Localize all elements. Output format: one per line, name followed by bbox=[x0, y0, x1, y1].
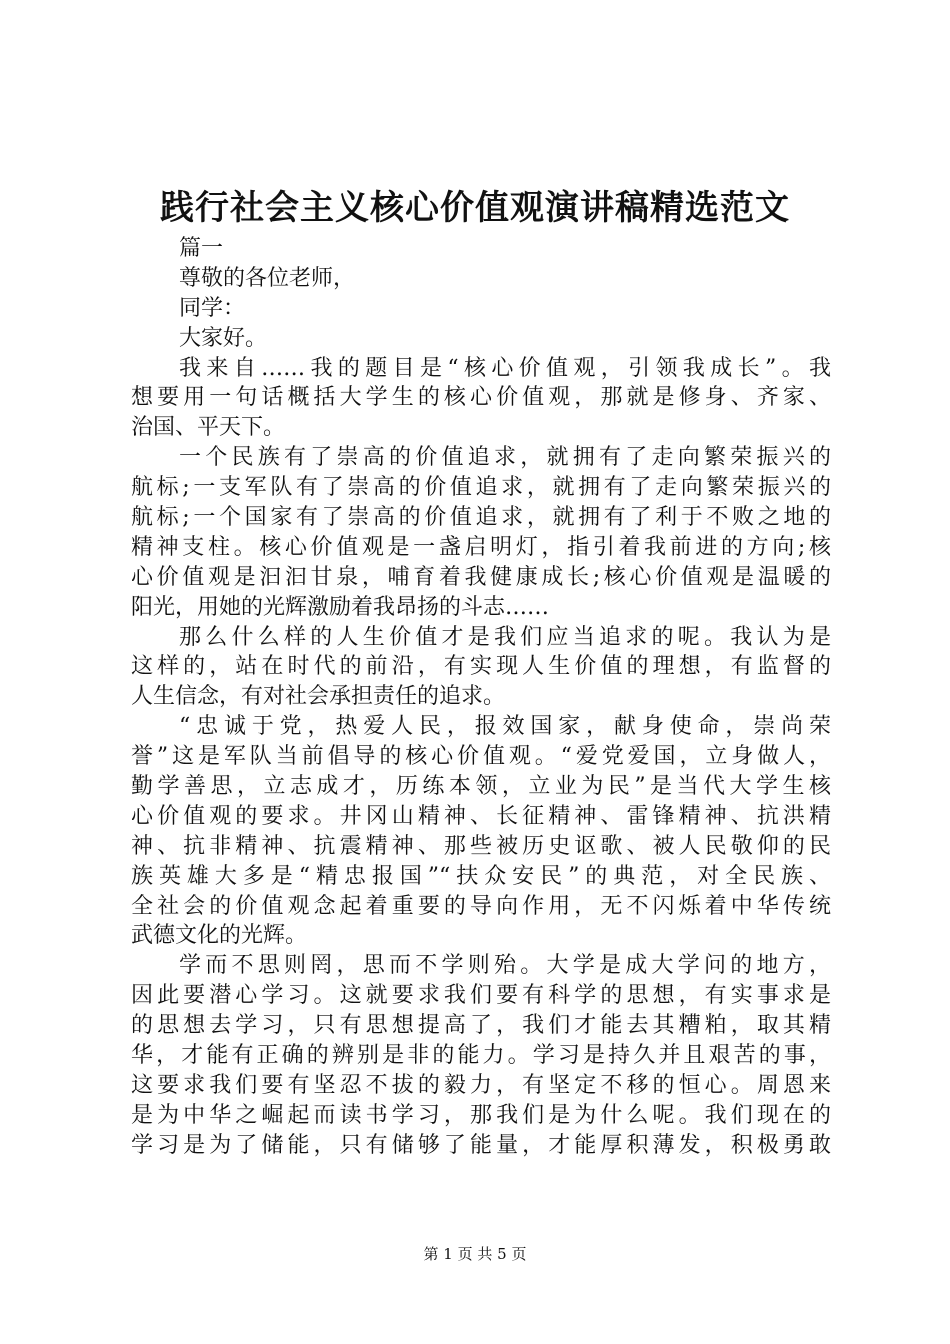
paragraph-line: 人生信念，有对社会承担责任的追求。 bbox=[131, 684, 506, 710]
paragraph-line: 誉”这是军队当前倡导的核心价值观。“爱党爱国，立身做人， bbox=[131, 744, 831, 770]
paragraph-line: 心价值观的要求。井冈山精神、长征精神、雷锋精神、抗洪精 bbox=[131, 803, 831, 829]
document-title: 践行社会主义核心价值观演讲稿精选范文 bbox=[160, 188, 790, 228]
paragraph-line: 航标;一支军队有了崇高的价值追求，就拥有了走向繁荣振兴的 bbox=[131, 475, 831, 501]
paragraph-line: 学习是为了储能，只有储够了能量，才能厚积薄发，积极勇敢 bbox=[131, 1132, 831, 1158]
paragraph-line: 想要用一句话概括大学生的核心价值观，那就是修身、齐家、 bbox=[131, 385, 831, 411]
paragraph-line: 这要求我们要有坚忍不拔的毅力，有坚定不移的恒心。周恩来 bbox=[131, 1072, 831, 1098]
section-heading: 篇一 bbox=[179, 236, 224, 261]
page-number-footer: 第 1 页 共 5 页 bbox=[423, 1245, 527, 1263]
paragraph-line: 精神支柱。核心价值观是一盏启明灯，指引着我前进的方向;核 bbox=[131, 534, 831, 560]
paragraph-line: 神、抗非精神、抗震精神、那些被历史讴歌、被人民敬仰的民 bbox=[131, 833, 831, 859]
paragraph-line: 勤学善思，立志成才，历练本领，立业为民”是当代大学生核 bbox=[131, 774, 831, 800]
paragraph-line: 的思想去学习，只有思想提高了，我们才能去其糟粕，取其精 bbox=[131, 1013, 831, 1039]
paragraph-line: 族英雄大多是“精忠报国”“扶众安民”的典范，对全民族、 bbox=[131, 863, 831, 889]
document-body bbox=[131, 234, 831, 1161]
paragraph-line: “忠诚于党，热爱人民，报效国家，献身使命，崇尚荣 bbox=[179, 714, 831, 740]
salutation-line: 尊敬的各位老师， bbox=[179, 265, 356, 291]
paragraph-line: 这样的，站在时代的前沿，有实现人生价值的理想，有监督的 bbox=[131, 654, 831, 680]
greeting-line: 大家好。 bbox=[179, 325, 268, 351]
paragraph-line: 武德文化的光辉。 bbox=[131, 923, 308, 949]
paragraph-line: 一个民族有了崇高的价值追求，就拥有了走向繁荣振兴的 bbox=[179, 445, 831, 471]
paragraph-line: 那么什么样的人生价值才是我们应当追求的呢。我认为是 bbox=[179, 624, 831, 650]
paragraph-line: 心价值观是汩汩甘泉，哺育着我健康成长;核心价值观是温暖的 bbox=[131, 564, 831, 590]
paragraph-line: 航标;一个国家有了崇高的价值追求，就拥有了利于不败之地的 bbox=[131, 505, 831, 531]
salutation-line: 同学： bbox=[179, 295, 246, 321]
paragraph-line: 因此要潜心学习。这就要求我们要有科学的思想，有实事求是 bbox=[131, 983, 831, 1009]
paragraph-line: 是为中华之崛起而读书学习，那我们是为什么呢。我们现在的 bbox=[131, 1102, 831, 1128]
paragraph-line: 华，才能有正确的辨别是非的能力。学习是持久并且艰苦的事， bbox=[131, 1043, 831, 1069]
paragraph-line: 阳光，用她的光辉激励着我昂扬的斗志…… bbox=[131, 594, 550, 620]
paragraph-line: 全社会的价值观念起着重要的导向作用，无不闪烁着中华传统 bbox=[131, 893, 831, 919]
paragraph-line: 我来自……我的题目是“核心价值观，引领我成长”。我 bbox=[179, 355, 831, 381]
paragraph-line: 治国、平天下。 bbox=[131, 415, 286, 441]
paragraph-line: 学而不思则罔，思而不学则殆。大学是成大学问的地方， bbox=[179, 953, 831, 979]
